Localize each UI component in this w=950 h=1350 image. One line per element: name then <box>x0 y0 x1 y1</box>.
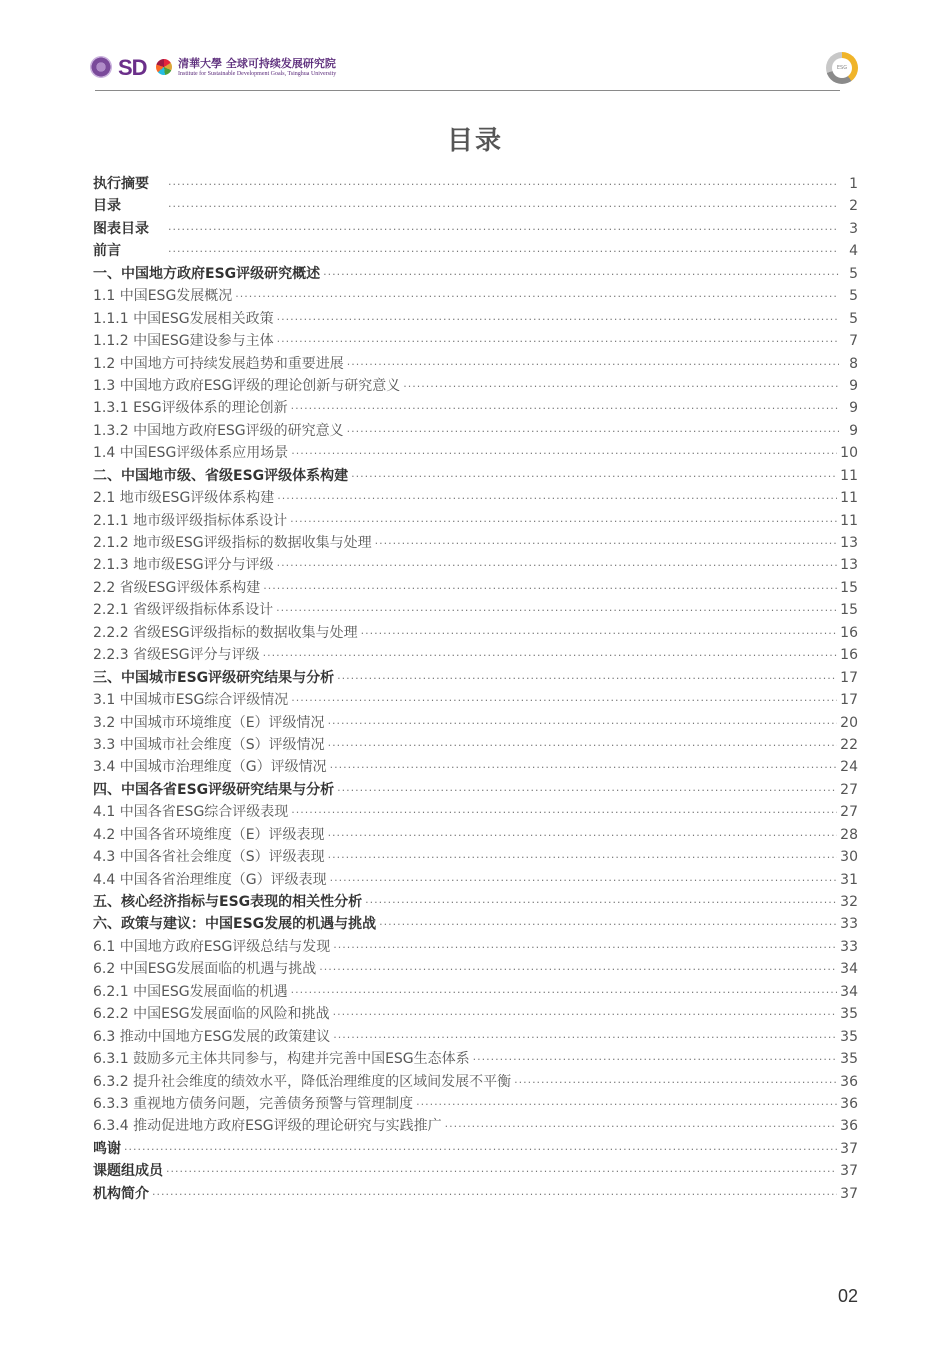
toc-leader-dots <box>330 761 838 774</box>
toc-leader-dots <box>168 178 839 191</box>
toc-entry[interactable] <box>93 869 858 891</box>
toc-leader-dots <box>445 1120 838 1133</box>
toc-entry-page: 37 <box>840 1140 858 1157</box>
toc-leader-dots <box>124 1143 837 1156</box>
toc-leader-dots <box>514 1076 837 1089</box>
toc-entry-page: 15 <box>840 579 858 596</box>
toc-entry-label: 2.2.3 省级ESG评分与评级 <box>93 647 260 664</box>
toc-leader-dots <box>347 425 839 438</box>
toc-entry[interactable] <box>93 644 858 666</box>
toc-entry[interactable] <box>93 577 858 599</box>
toc-entry[interactable] <box>93 667 858 689</box>
toc-entry[interactable] <box>93 689 858 711</box>
toc-leader-dots <box>416 1098 837 1111</box>
toc-leader-dots <box>277 335 839 348</box>
toc-leader-dots <box>168 245 839 258</box>
page-header <box>90 52 860 92</box>
toc-leader-dots <box>337 672 837 685</box>
toc-entry-label: 6.2.2 中国ESG发展面临的风险和挑战 <box>93 1006 330 1023</box>
toc-entry[interactable] <box>93 330 858 352</box>
toc-entry-page: 33 <box>840 938 858 955</box>
toc-entry-page: 15 <box>840 602 858 619</box>
toc-entry-label: 2.2.2 省级ESG评级指标的数据收集与处理 <box>93 624 358 641</box>
toc-entry[interactable] <box>93 1003 858 1025</box>
toc-entry-label: 五、核心经济指标与ESG表现的相关性分析 <box>93 894 363 910</box>
institute-name-en: Institute for Sustainable Development Goals, Tsinghua University <box>178 71 337 77</box>
toc-entry[interactable] <box>93 734 858 756</box>
toc-entry-label: 1.3.1 ESG评级体系的理论创新 <box>93 400 288 417</box>
toc-entry-label: 鸣谢 <box>93 1140 121 1157</box>
toc-entry-label: 6.3.1 鼓励多元主体共同参与，构建并完善中国ESG生态体系 <box>93 1051 470 1068</box>
toc-entry-label: 2.1.2 地市级ESG评级指标的数据收集与处理 <box>93 535 372 551</box>
toc-entry-page: 5 <box>849 288 858 305</box>
toc-entry-label: 6.1 中国地方政府ESG评级总结与发现 <box>93 938 331 955</box>
toc-entry-label: 6.3.2 提升社会维度的绩效水平，降低治理维度的区域间发展不平衡 <box>93 1073 512 1090</box>
toc-entry[interactable] <box>93 1115 858 1137</box>
toc-leader-dots <box>319 963 837 976</box>
toc-leader-dots <box>291 694 837 707</box>
toc-entry-label: 6.2 中国ESG发展面临的机遇与挑战 <box>93 961 317 978</box>
toc-entry-page: 4 <box>849 243 858 260</box>
toc-entry-page: 27 <box>840 781 858 798</box>
toc-entry-label: 4.2 中国各省环境维度（E）评级表现 <box>93 826 325 843</box>
toc-entry-label: 4.3 中国各省社会维度（S）评级表现 <box>93 849 325 866</box>
toc-entry-label: 6.3 推动中国地方ESG发展的政策建议 <box>93 1028 331 1045</box>
toc-entry-page: 20 <box>840 714 858 731</box>
toc-entry-page: 13 <box>840 557 858 574</box>
table-of-contents <box>93 173 858 1205</box>
toc-entry-label: 6.3.4 推动促进地方政府ESG评级的理论研究与实践推广 <box>93 1118 442 1135</box>
toc-entry[interactable] <box>93 240 858 262</box>
esg-logo-icon <box>826 52 858 84</box>
toc-entry-page: 5 <box>849 310 858 327</box>
toc-leader-dots <box>290 515 837 528</box>
toc-entry[interactable] <box>93 824 858 846</box>
toc-entry-label: 1.4 中国ESG评级体系应用场景 <box>93 445 289 462</box>
toc-entry[interactable] <box>93 532 858 554</box>
toc-leader-dots <box>351 470 837 483</box>
toc-entry-page: 34 <box>840 961 858 978</box>
toc-entry[interactable] <box>93 936 858 958</box>
toc-entry-label: 机构简介 <box>93 1185 149 1202</box>
toc-entry-page: 35 <box>840 1006 858 1023</box>
toc-entry-page: 9 <box>849 377 858 394</box>
toc-entry-page: 5 <box>849 265 858 282</box>
toc-entry-page: 37 <box>840 1185 858 1202</box>
toc-entry[interactable] <box>93 779 858 801</box>
toc-entry-label: 3.4 中国城市治理维度（G）评级情况 <box>93 759 327 776</box>
toc-entry[interactable] <box>93 958 858 980</box>
toc-entry[interactable] <box>93 218 858 240</box>
toc-entry-label: 2.2 省级ESG评级体系构建 <box>93 579 261 596</box>
toc-entry[interactable] <box>93 353 858 375</box>
toc-leader-dots <box>379 918 837 931</box>
toc-entry-label: 2.1.3 地市级ESG评分与评级 <box>93 557 274 574</box>
toc-entry-label: 1.1 中国ESG发展概况 <box>93 288 233 305</box>
toc-entry-label: 6.3.3 重视地方债务问题，完善债务预警与管理制度 <box>93 1095 414 1112</box>
toc-entry-page: 35 <box>840 1051 858 1068</box>
toc-entry-label: 2.1 地市级ESG评级体系构建 <box>93 490 275 507</box>
toc-leader-dots <box>347 358 839 371</box>
toc-entry[interactable] <box>93 712 858 734</box>
toc-entry-page: 10 <box>840 445 858 462</box>
toc-entry[interactable] <box>93 1160 858 1182</box>
toc-entry-label: 四、中国各省ESG评级研究结果与分析 <box>93 781 335 798</box>
toc-leader-dots <box>403 380 839 393</box>
toc-entry-label: 6.2.1 中国ESG发展面临的机遇 <box>93 983 288 1000</box>
toc-entry-page: 16 <box>840 647 858 664</box>
toc-entry[interactable] <box>93 510 858 532</box>
toc-entry-page: 11 <box>840 490 858 507</box>
toc-entry-page: 3 <box>849 220 858 237</box>
toc-entry[interactable] <box>93 375 858 397</box>
toc-entry-page: 36 <box>840 1118 858 1135</box>
toc-entry-page: 11 <box>840 512 858 529</box>
toc-entry[interactable] <box>93 397 858 419</box>
toc-leader-dots <box>276 604 837 617</box>
toc-leader-dots <box>291 402 839 415</box>
toc-entry[interactable] <box>93 1048 858 1070</box>
toc-entry-label: 1.3 中国地方政府ESG评级的理论创新与研究意义 <box>93 377 401 394</box>
toc-entry[interactable] <box>93 913 858 935</box>
toc-entry[interactable] <box>93 263 858 285</box>
toc-entry-label: 1.1.1 中国ESG发展相关政策 <box>93 310 274 327</box>
toc-entry-page: 7 <box>849 333 858 350</box>
toc-leader-dots <box>168 200 839 213</box>
toc-entry-page: 8 <box>849 355 858 372</box>
toc-entry[interactable] <box>93 756 858 778</box>
toc-entry[interactable] <box>93 173 858 195</box>
toc-entry-page: 33 <box>840 916 858 933</box>
page-title: 目录 <box>446 126 503 156</box>
toc-entry-page: 11 <box>840 467 858 484</box>
toc-entry[interactable] <box>93 442 858 464</box>
toc-entry-label: 一、中国地方政府ESG评级研究概述 <box>93 265 321 282</box>
toc-entry-page: 34 <box>840 983 858 1000</box>
toc-entry[interactable] <box>93 599 858 621</box>
toc-entry[interactable] <box>93 891 858 913</box>
toc-entry-page: 37 <box>840 1163 858 1180</box>
toc-leader-dots <box>166 1165 837 1178</box>
tsinghua-seal-icon <box>90 56 112 78</box>
toc-entry[interactable] <box>93 554 858 576</box>
toc-entry-page: 36 <box>840 1073 858 1090</box>
toc-leader-dots <box>328 851 838 864</box>
toc-entry-page: 24 <box>840 759 858 776</box>
toc-entry-page: 28 <box>840 826 858 843</box>
toc-entry-page: 27 <box>840 804 858 821</box>
toc-entry[interactable] <box>93 801 858 823</box>
toc-entry-page: 1 <box>849 176 858 192</box>
toc-entry-page: 16 <box>840 624 858 641</box>
institute-name-cn: 清華大學 全球可持续发展研究院 <box>178 57 336 70</box>
toc-leader-dots <box>263 649 838 662</box>
toc-leader-dots <box>330 874 838 887</box>
toc-entry[interactable] <box>93 1071 858 1093</box>
toc-entry-label: 2.1.1 地市级评级指标体系设计 <box>93 512 288 529</box>
toc-entry-page: 2 <box>849 198 858 215</box>
toc-entry-label: 1.2 中国地方可持续发展趋势和重要进展 <box>93 355 344 372</box>
toc-entry[interactable] <box>93 1093 858 1115</box>
toc-entry-label: 二、中国地市级、省级ESG评级体系构建 <box>93 467 349 484</box>
toc-leader-dots <box>473 1053 838 1066</box>
toc-entry[interactable] <box>93 622 858 644</box>
toc-leader-dots <box>333 1008 838 1021</box>
toc-leader-dots <box>365 896 837 909</box>
toc-entry-label: 六、政策与建议：中国ESG发展的机遇与挑战 <box>93 916 377 933</box>
toc-leader-dots <box>168 223 839 236</box>
sdg-wheel-icon <box>156 59 172 75</box>
toc-entry-label: 1.1.2 中国ESG建设参与主体 <box>93 333 274 350</box>
toc-entry-label: 3.1 中国城市ESG综合评级情况 <box>93 692 289 709</box>
toc-leader-dots <box>337 784 837 797</box>
toc-leader-dots <box>152 1188 837 1201</box>
toc-entry-page: 36 <box>840 1095 858 1112</box>
toc-entry-label: 4.4 中国各省治理维度（G）评级表现 <box>93 871 327 888</box>
toc-leader-dots <box>328 739 838 752</box>
toc-entry-label: 三、中国城市ESG评级研究结果与分析 <box>93 669 335 686</box>
toc-entry-label: 目录 <box>93 198 121 215</box>
toc-entry[interactable] <box>93 846 858 868</box>
toc-leader-dots <box>291 447 837 460</box>
toc-entry-label: 3.3 中国城市社会维度（S）评级情况 <box>93 736 325 753</box>
toc-entry-page: 13 <box>840 535 858 551</box>
toc-entry-label: 执行摘要 <box>93 176 149 192</box>
toc-leader-dots <box>375 537 838 550</box>
toc-entry-page: 22 <box>840 736 858 753</box>
toc-leader-dots <box>361 627 838 640</box>
toc-leader-dots <box>328 829 838 842</box>
toc-entry-page: 35 <box>840 1028 858 1045</box>
toc-leader-dots <box>291 986 838 999</box>
esg-logo-label: ESG <box>832 58 852 78</box>
toc-entry[interactable] <box>93 487 858 509</box>
toc-entry-page: 17 <box>840 669 858 686</box>
toc-leader-dots <box>277 313 839 326</box>
toc-entry[interactable] <box>93 195 858 217</box>
toc-entry-page: 9 <box>849 400 858 417</box>
toc-entry-page: 32 <box>840 894 858 910</box>
page-number: 02 <box>837 1286 858 1306</box>
toc-entry-page: 9 <box>849 422 858 439</box>
toc-entry-label: 4.1 中国各省ESG综合评级表现 <box>93 804 289 821</box>
toc-entry-page: 30 <box>840 849 858 866</box>
toc-leader-dots <box>333 941 837 954</box>
toc-entry[interactable] <box>93 465 858 487</box>
toc-entry[interactable] <box>93 1183 858 1205</box>
toc-leader-dots <box>277 559 838 572</box>
toc-leader-dots <box>263 582 837 595</box>
toc-leader-dots <box>235 290 839 303</box>
toc-entry-label: 课题组成员 <box>93 1163 163 1180</box>
header-divider <box>95 90 840 91</box>
toc-entry-label: 2.2.1 省级评级指标体系设计 <box>93 602 274 619</box>
toc-entry[interactable] <box>93 981 858 1003</box>
toc-leader-dots <box>291 806 837 819</box>
toc-entry-label: 图表目录 <box>93 220 149 237</box>
toc-entry[interactable] <box>93 285 858 307</box>
toc-leader-dots <box>333 1031 837 1044</box>
toc-entry-label: 3.2 中国城市环境维度（E）评级情况 <box>93 714 325 731</box>
toc-entry-page: 17 <box>840 692 858 709</box>
sdg-logo-text: SD <box>118 55 147 80</box>
toc-entry[interactable] <box>93 1138 858 1160</box>
toc-entry[interactable] <box>93 1026 858 1048</box>
toc-entry[interactable] <box>93 308 858 330</box>
toc-leader-dots <box>328 717 838 730</box>
toc-entry-label: 前言 <box>93 243 121 260</box>
toc-leader-dots <box>277 492 837 505</box>
toc-entry-label: 1.3.2 中国地方政府ESG评级的研究意义 <box>93 422 344 439</box>
toc-entry[interactable] <box>93 420 858 442</box>
toc-entry-page: 31 <box>840 871 858 888</box>
toc-leader-dots <box>323 268 839 281</box>
